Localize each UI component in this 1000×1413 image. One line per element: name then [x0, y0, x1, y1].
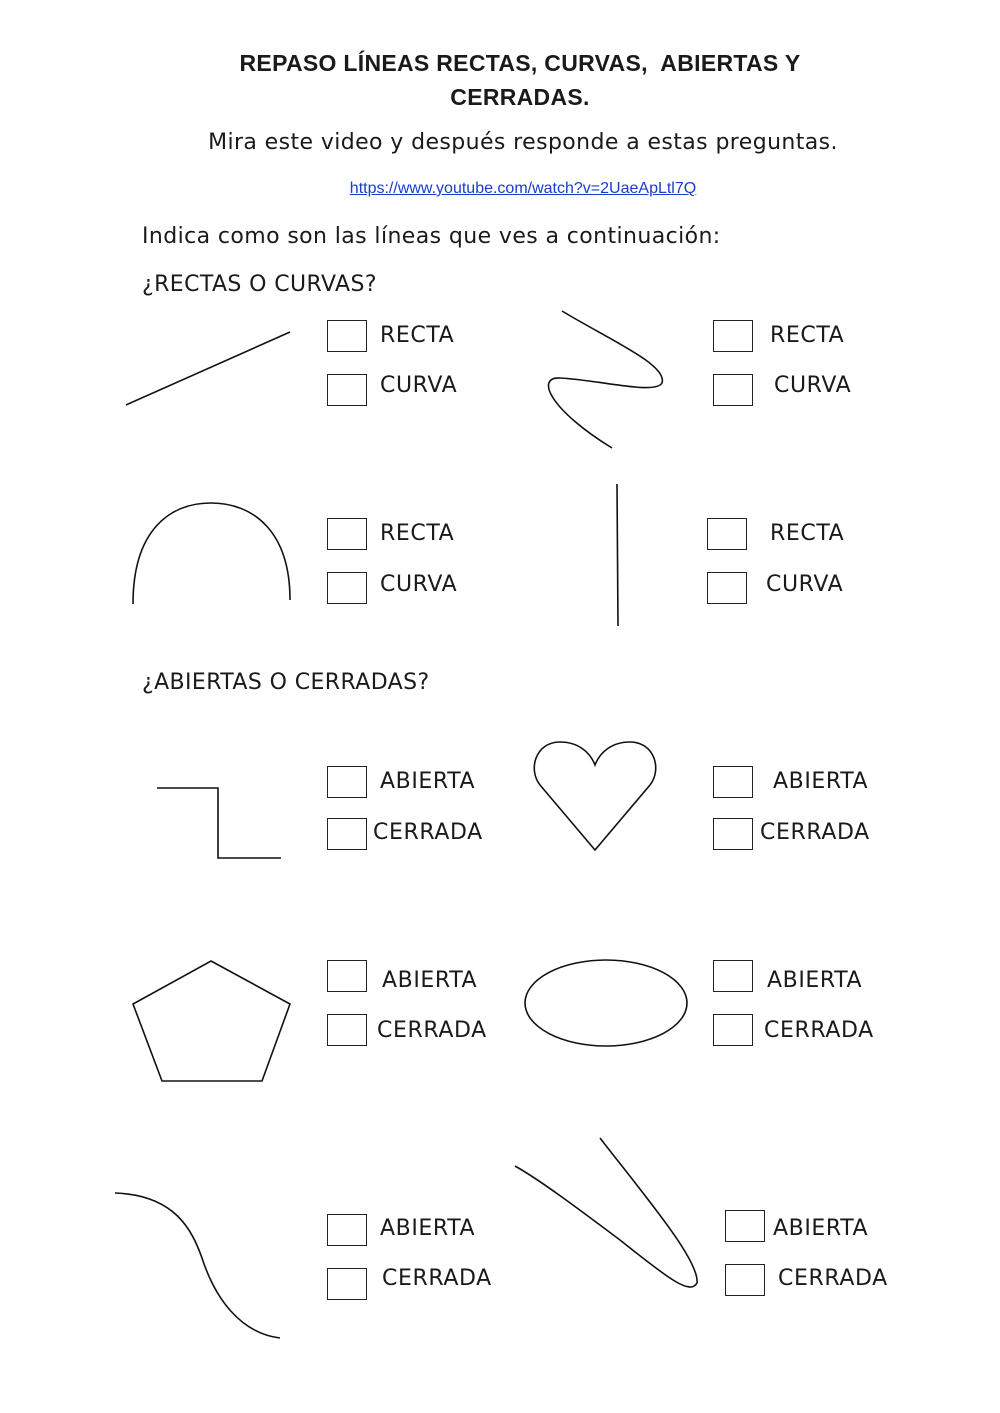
option-label-cerrada: CERRADA	[373, 820, 483, 845]
title-line-1: REPASO LÍNEAS RECTAS, CURVAS, ABIERTAS Y	[239, 50, 801, 76]
option-label-abierta: ABIERTA	[380, 1216, 476, 1241]
option-label-cerrada: CERRADA	[382, 1266, 492, 1291]
pentagon-icon	[133, 961, 290, 1081]
checkbox-recta-1[interactable]	[327, 320, 367, 352]
checkbox-recta-2[interactable]	[713, 320, 753, 352]
checkbox-curva-1[interactable]	[327, 374, 367, 406]
checkbox-curva-2[interactable]	[713, 374, 753, 406]
option-label-curva: CURVA	[774, 373, 852, 398]
checkbox-abierta-3[interactable]	[327, 960, 367, 992]
heart-icon	[534, 742, 655, 850]
option-label-recta: RECTA	[770, 521, 845, 546]
s-curve-icon	[115, 1193, 280, 1338]
checkbox-abierta-5[interactable]	[327, 1214, 367, 1246]
loop-curve-icon	[515, 1138, 697, 1287]
title-line-2: CERRADAS.	[450, 84, 590, 110]
checkbox-abierta-1[interactable]	[327, 766, 367, 798]
checkbox-recta-4[interactable]	[707, 518, 747, 550]
option-label-cerrada: CERRADA	[760, 820, 870, 845]
option-label-abierta: ABIERTA	[773, 1216, 869, 1241]
option-label-recta: RECTA	[380, 521, 455, 546]
checkbox-recta-3[interactable]	[327, 518, 367, 550]
checkbox-abierta-4[interactable]	[713, 960, 753, 992]
checkbox-cerrada-1[interactable]	[327, 818, 367, 850]
checkbox-cerrada-6[interactable]	[725, 1264, 765, 1296]
option-label-cerrada: CERRADA	[778, 1266, 888, 1291]
option-label-abierta: ABIERTA	[380, 769, 476, 794]
option-label-cerrada: CERRADA	[377, 1018, 487, 1043]
checkbox-abierta-2[interactable]	[713, 766, 753, 798]
option-label-recta: RECTA	[770, 323, 845, 348]
checkbox-curva-3[interactable]	[327, 572, 367, 604]
zigzag-curve-icon	[548, 311, 662, 448]
option-label-recta: RECTA	[380, 323, 455, 348]
checkbox-cerrada-4[interactable]	[713, 1014, 753, 1046]
option-label-curva: CURVA	[380, 373, 458, 398]
section-heading-rectas-curvas: ¿RECTAS O CURVAS?	[142, 272, 377, 297]
option-label-abierta: ABIERTA	[382, 968, 478, 993]
checkbox-curva-4[interactable]	[707, 572, 747, 604]
option-label-curva: CURVA	[380, 572, 458, 597]
ellipse-icon	[525, 960, 687, 1046]
checkbox-cerrada-2[interactable]	[713, 818, 753, 850]
section-heading-abiertas-cerradas: ¿ABIERTAS O CERRADAS?	[142, 670, 430, 695]
checkbox-abierta-6[interactable]	[725, 1210, 765, 1242]
option-label-cerrada: CERRADA	[764, 1018, 874, 1043]
option-label-curva: CURVA	[766, 572, 844, 597]
diagonal-line-icon	[126, 332, 290, 405]
step-line-icon	[157, 788, 281, 858]
instruction-text: Indica como son las líneas que ves a continuación:	[142, 224, 721, 249]
video-link[interactable]: https://www.youtube.com/watch?v=2UaeApLtl7Q	[349, 180, 697, 197]
checkbox-cerrada-5[interactable]	[327, 1268, 367, 1300]
checkbox-cerrada-3[interactable]	[327, 1014, 367, 1046]
subtitle: Mira este video y después responde a estas preguntas.	[208, 130, 838, 155]
option-label-abierta: ABIERTA	[767, 968, 863, 993]
arch-curve-icon	[133, 503, 290, 604]
option-label-abierta: ABIERTA	[773, 769, 869, 794]
vertical-line-icon	[617, 484, 618, 626]
